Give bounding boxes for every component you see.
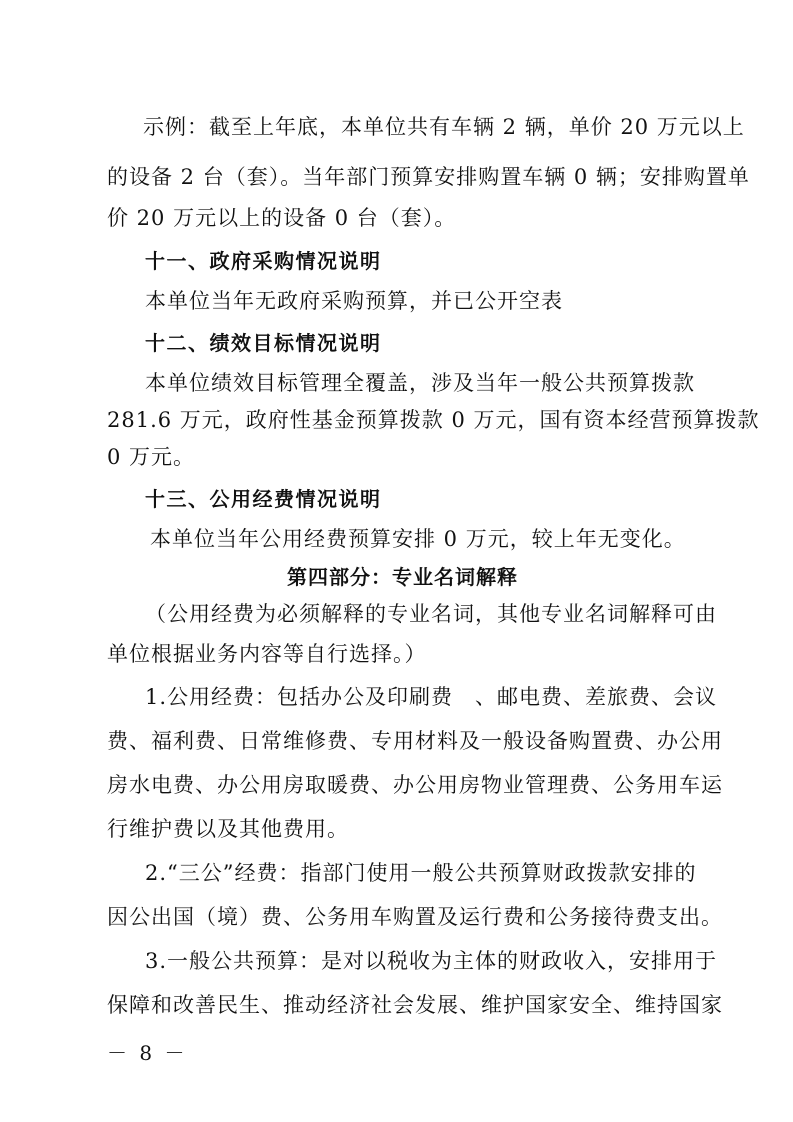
section-12-heading: 十二、绩效目标情况说明 <box>145 331 382 355</box>
section-11-heading: 十一、政府采购情况说明 <box>145 249 382 273</box>
example-line-2: 的设备 2 台（套）。当年部门预算安排购置车辆 0 辆；安排购置单 <box>107 165 750 189</box>
term-1-line-1: 1.公用经费：包括办公及印刷费 、邮电费、差旅费、会议 <box>145 685 718 709</box>
term-3-line-2: 保障和改善民生、推动经济社会发展、维护国家安全、维持国家 <box>107 993 723 1017</box>
page-number: － 8 － <box>107 1041 188 1065</box>
section-12-body-line-1: 本单位绩效目标管理全覆盖，涉及当年一般公共预算拨款 <box>145 371 695 395</box>
part-4-title: 第四部分：专业名词解释 <box>287 565 518 589</box>
section-11-body-line-1: 本单位当年无政府采购预算，并已公开空表 <box>145 289 563 313</box>
term-2-line-2: 因公出国（境）费、公务用车购置及运行费和公务接待费支出。 <box>107 905 723 929</box>
section-13-heading: 十三、公用经费情况说明 <box>145 487 382 511</box>
term-2-line-1: 2.“三公”经费：指部门使用一般公共预算财政拨款安排的 <box>145 861 697 885</box>
term-1-line-3: 房水电费、办公用房取暖费、办公用房物业管理费、公务用车运 <box>107 773 723 797</box>
term-1-line-4: 行维护费以及其他费用。 <box>107 817 349 841</box>
part-4-note-line-1: （公用经费为必须解释的专业名词，其他专业名词解释可由 <box>145 602 717 626</box>
example-line-1: 示例：截至上年底，本单位共有车辆 2 辆，单价 20 万元以上 <box>143 115 745 139</box>
example-line-3: 价 20 万元以上的设备 0 台（套）。 <box>107 206 457 230</box>
term-3-line-1: 3.一般公共预算：是对以税收为主体的财政收入，安排用于 <box>145 949 718 973</box>
part-4-note-line-2: 单位根据业务内容等自行选择。） <box>107 642 427 666</box>
section-12-body-line-3: 0 万元。 <box>107 445 196 469</box>
section-13-body-line-1: 本单位当年公用经费预算安排 0 万元，较上年无变化。 <box>150 527 686 551</box>
term-1-line-2: 费、福利费、日常维修费、专用材料及一般设备购置费、办公用 <box>107 729 723 753</box>
section-12-body-line-2: 281.6 万元，政府性基金预算拨款 0 万元，国有资本经营预算拨款 <box>107 408 760 432</box>
